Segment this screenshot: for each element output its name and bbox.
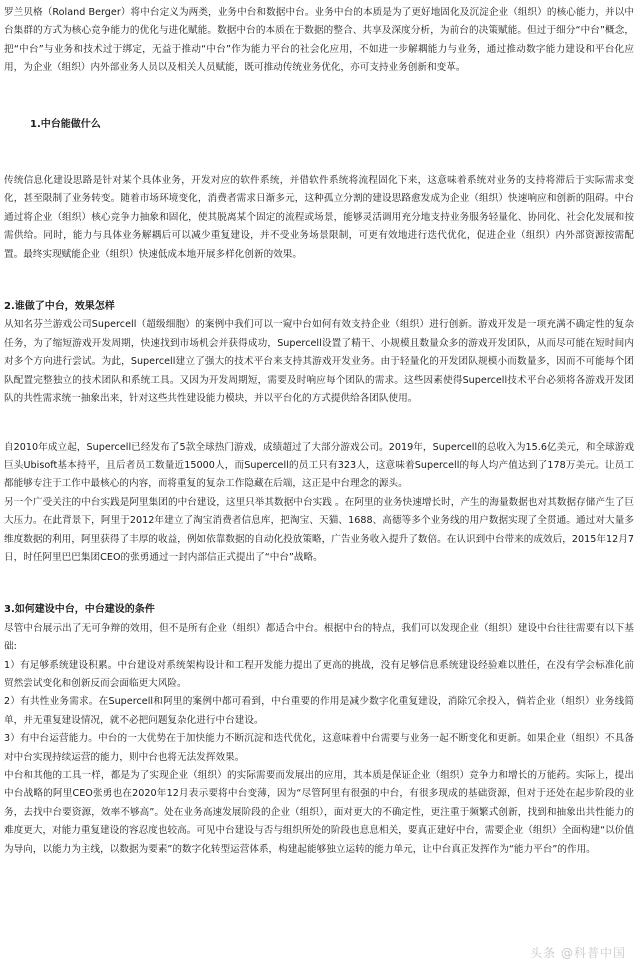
section3-item-3: 3）有中台运营能力。中台的一大优势在于加快能力不断沉淀和迭代优化，这意味着中台需要与业务一起不断变化和更新。如果企业（组织）不具备对中台实现持续运营的能力，则中台也将无法发挥效果。 — [4, 733, 634, 763]
section3-item-2: 2）有共性业务需求。在Supercell和阿里的案例中都可看到，中台重要的作用是减少数字化重复建设，消除冗余投入，倘若企业（组织）业务线简单，并无重复建设情况，就不必把问题复杂化进行中台建设。 — [4, 696, 634, 726]
section-heading-2: 2.谁做了中台，效果怎样 — [4, 301, 115, 313]
spacer — [4, 134, 634, 172]
spacer — [4, 409, 634, 429]
source-watermark: 头条 @科普中国 — [530, 945, 626, 960]
section1-paragraph: 传统信息化建设思路是针对某个具体业务，开发对应的软件系统，并借软件系统将流程固化下来，这意味着系统对业务的支持将滞后于实际需求变化，甚至限制了业务转变。随着市场环境变化，消费者需求日渐多元，这种孤立分割的建设思路愈发成为企业（组织）快速响应和创新的阻碍。中台通过将企业（组织）核心竞争力抽象和固化，使其脱离某个固定的流程或场景，能够灵活调用充分地支持业务服务轻量化、协同化、社会化发展和按需供给。同时，能力与具体业务解耦后可以减少重复建设，并不受业务场景限制，可更有效地进行迭代优化，促进企业（组织）内外部资源按需配置。最终实现赋能企业（组织）快速低成本地开展多样化创新的效果。 — [4, 175, 634, 260]
section3-lead: 尽管中台展示出了无可争辩的效用，但不是所有企业（组织）都适合中台。根据中台的特点，我们可以发现企业（组织）建设中台往往需要有以下基础: — [4, 622, 634, 653]
section3-closing: 中台和其他的工具一样，都是为了实现企业（组织）的实际需要而发展出的应用，其本质是保证企业（组织）竞争力和增长的万能药。实际上，提出中台战略的阿里CEO张勇也在2020年12月表示要将中台变薄，因为“尽管阿里有很强的中台，有很多现成的基础资源，但对于还处在起步阶段的业务，去找中台要资源，效率不够高”。处在业务高速发展阶段的企业（组织），面对更大的不确定性，更注重于频繁式创新，找到和抽象出共性能力的难度更大，对能力重复建设的容忍度也较高。可见中台建设与否与组织所处的阶段也息息相关，要真正建好中台，需要企业（组织）全面构建“以价值为导向，以能力为主线，以数据为要素”的数字化转型运营体系，构建起能够独立运转的能力单元，让中台真正发挥作为“能力平台”的作用。 — [4, 770, 634, 855]
section2-paragraph-2: 自2010年成立起，Supercell已经发布了5款全球热门游戏，成绩超过了大部分游戏公司。2019年，Supercell的总收入为15.6亿美元，和全球游戏巨头Ubisoft基本持平，且后者员工数量近15000人，而Supercell的员工只有323人，这意味着Supercell的每人均产值达到了178万美元。让员工都能够专注于工作中最核心的内容，而将重复的复杂工作隐藏在后端，这正是中台理念的源头。 — [4, 441, 634, 490]
section2-paragraph-1: 从知名芬兰游戏公司Supercell（超级细胞）的案例中我们可以一窥中台如何有效支持企业（组织）进行创新。游戏开发是一项充满不确定性的复杂任务，为了缩短游戏开发周期，快速找到市场机会并获得成功，Supercell设置了精干、小规模且数量众多的游戏开发团队，从而尽可能在短时间内对多个方向进行尝试。为此，Supercell建立了强大的技术平台来支持其游戏开发业务。由于轻量化的开发团队规模小而数量多，因而不可能每个团队配置完整独立的技术团队和系统工具。又因为开发周期短，需要及时响应每个团队的需求。这些因素使得Supercell技术平台必须将各游戏开发团队的共性需求统一抽象出来，针对这些共性建设能力模块，并以平台化的方式提供给各团队使用。 — [4, 319, 634, 405]
intro-paragraph: 罗兰贝格（Roland Berger）将中台定义为两类，业务中台和数据中台。业务中台的本质是为了更好地固化及沉淀企业（组织）的核心能力，并以中台集群的方式为核心竞争能力的优化与进化赋能。数据中台的本质在于数据的整合、共享及深度分析，为前台的决策赋能。但过于细分“中台”概念，把“中台”与业务和技术过于绑定，无益于推动“中台”作为能力平台的社会化应用，不如进一步解耦能力与业务，通过推动数字能力建设和平台化应用，为企业（组织）内外部业务人员以及相关人员赋能，既可推动传统业务优化，亦可支持业务创新和变革。 — [4, 7, 634, 74]
section-heading-1: 1.中台能做什么 — [30, 118, 101, 130]
spacer — [4, 78, 634, 116]
spacer — [4, 429, 634, 439]
article — [4, 4, 634, 859]
spacer — [4, 264, 634, 298]
section-heading-3: 3.如何建设中台，中台建设的条件 — [4, 604, 155, 616]
section3-item-1: 1）有足够系统建设积累。中台建设对系统架构设计和工程开发能力提出了更高的挑战，没有足够信息系统建设经验难以胜任，在没有学会标准化前贸然尝试变化和创新反而会面临更大风险。 — [4, 659, 634, 689]
spacer — [4, 567, 634, 601]
section2-paragraph-3: 另一个广受关注的中台实践是阿里集团的中台建设，这里只举其数据中台实践 。在阿里的业务快速增长时，产生的海量数据也对其数据存储产生了巨大压力。在此背景下，阿里于2012年建立了淘宝消费者信息库，把淘宝、天猫、1688、高德等多个业务线的用户数据实现了全贯通。通过对大量多维度数据的利用，阿里获得了丰厚的收益，例如依靠数据的自动化投放策略，广告业务收入提升了数倍。在认识到中台带来的成效后，2015年12月7日，时任阿里巴巴集团CEO的张勇通过一封内部信正式提出了“中台”战略。 — [4, 496, 634, 563]
